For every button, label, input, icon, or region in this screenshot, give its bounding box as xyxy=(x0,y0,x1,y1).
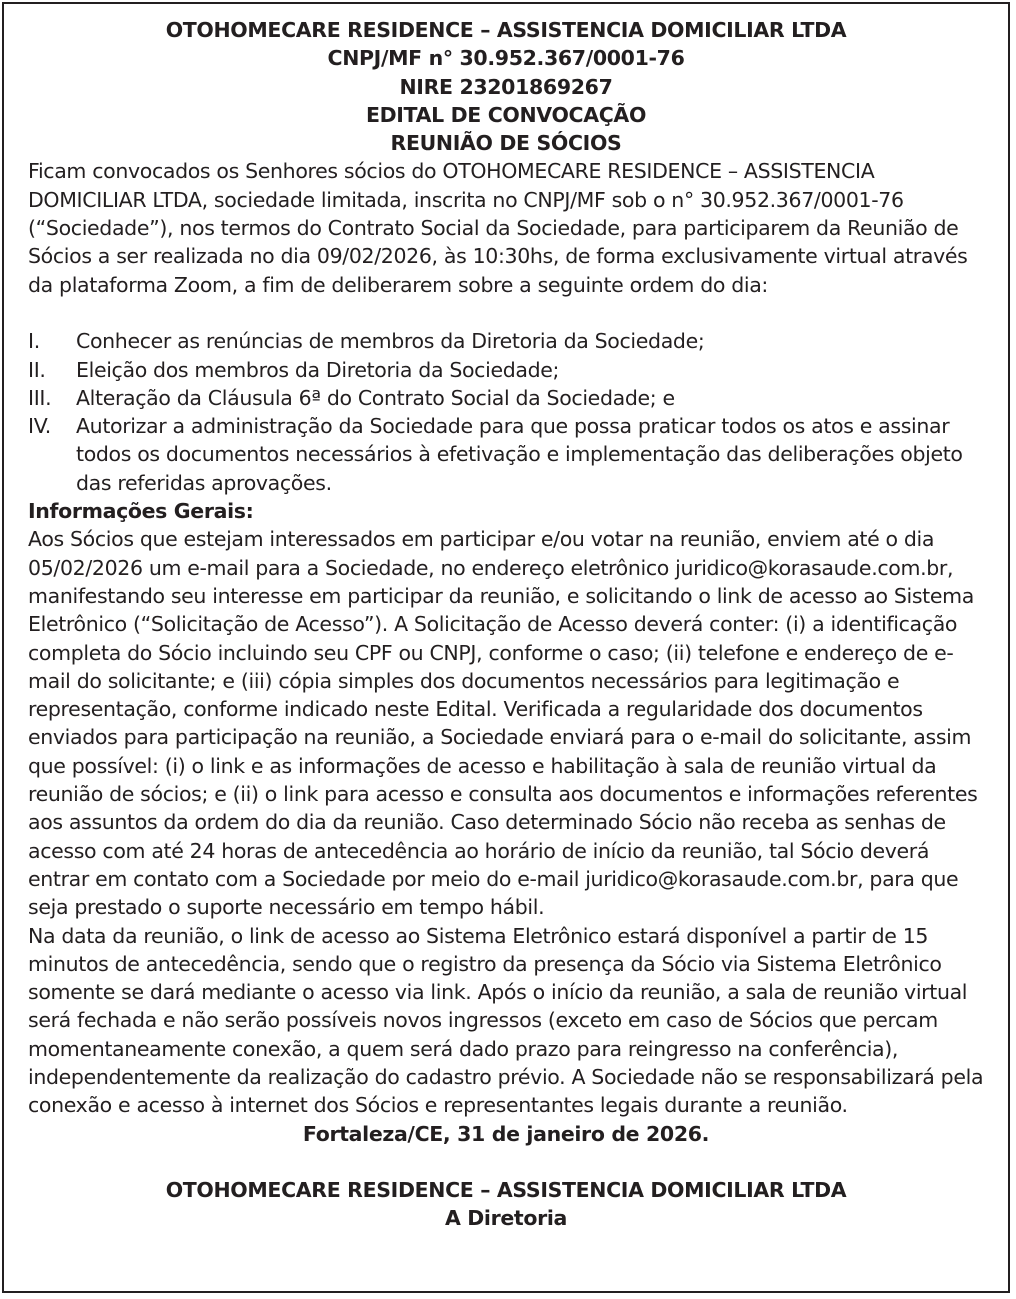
general-info-paragraph: Aos Sócios que estejam interessados em participar e/ou votar na reunião, enviem até o dia 05/02/2026 um e-mail para a Sociedade, no endereço eletrônico juridico@korasaude.com.br, manifestando seu interesse em participar da reunião, e solicitando o link de acesso ao Sistema Eletrônico (“Solicitação de Acesso”). A Solicitação de Acesso deverá conter: (i) a identificação completa do Sócio incluindo seu CPF ou CNPJ, conforme o caso; (ii) telefone e endereço de e-mail do solicitante; e (iii) cópia simples dos documentos necessários para legitimação e representação, conforme indicado neste Edital. Verificada a regularidade dos documentos enviados para participação na reunião, a Sociedade enviará para o e-mail do solicitante, assim que possível: (i) o link e as informações de acesso e habilitação à sala de reunião virtual da reunião de sócios; e (ii) o link para acesso e consulta aos documentos e informações referentes aos assuntos da ordem do dia da reunião. Caso determinado Sócio não receba as senhas de acesso com até 24 horas de antecedência ao horário de início da reunião, tal Sócio deverá entrar em contato com a Sociedade por meio do e-mail juridico@korasaude.com.br, para que seja prestado o suporte necessário em tempo hábil. xyxy=(28,527,978,920)
company-name: OTOHOMECARE RESIDENCE – ASSISTENCIA DOMICILIAR LTDA xyxy=(165,18,847,42)
general-info-paragraph: Na data da reunião, o link de acesso ao Sistema Eletrônico estará disponível a partir de 15 minutos de antecedência, sendo que o registro da presença da Sócio via Sistema Eletrônico somente se dará mediante o acesso via link. Após o início da reunião, a sala de reunião virtual será fechada e não serão possíveis novos ingressos (exceto em caso de Sócios que percam momentaneamente conexão, a quem será dado prazo para reingresso na conferência), independentemente da realização do cadastro prévio. A Sociedade não se responsabilizará pela conexão e acesso à internet dos Sócios e representantes legais durante a reunião. xyxy=(28,923,984,1118)
agenda-item-number: I. xyxy=(28,329,40,354)
agenda-item-text: Conhecer as renúncias de membros da Diretoria da Sociedade; xyxy=(76,329,705,354)
nire-line: NIRE 23201869267 xyxy=(399,74,613,99)
spacer xyxy=(28,1148,984,1176)
agenda-item-text: Eleição dos membros da Diretoria da Sociedade; xyxy=(76,357,560,382)
edital-title: EDITAL DE CONVOCAÇÃO xyxy=(365,102,647,127)
cnpj-line: CNPJ/MF n° 30.952.367/0001-76 xyxy=(327,46,685,71)
spacer xyxy=(28,299,984,327)
agenda-item-number: II. xyxy=(28,357,46,382)
agenda-item-number: IV. xyxy=(28,414,51,439)
convocation-notice xyxy=(2,2,1010,1293)
intro-paragraph: Ficam convocados os Senhores sócios do OTOHOMECARE RESIDENCE – ASSISTENCIA DOMICILIAR LTDA, sociedade limitada, inscrita no CNPJ/MF sob o n° 30.952.367/0001-76 (“Sociedade”), nos termos do Contrato Social da Sociedade, para participarem da Reunião de Sócios a ser realizada no dia 09/02/2026, às 10:30hs, de forma exclusivamente virtual através da plataforma Zoom, a fim de deliberarem sobre a seguinte ordem do dia: xyxy=(28,159,968,297)
agenda-item xyxy=(28,412,984,497)
meeting-title: REUNIÃO DE SÓCIOS xyxy=(390,131,622,156)
agenda-item-text: Autorizar a administração da Sociedade para que possa praticar todos os atos e assinar todos os documentos necessários à efetivação e implementação das deliberações objeto das referidas aprovações. xyxy=(76,414,963,495)
agenda-item xyxy=(28,327,984,355)
agenda-item-number: III. xyxy=(28,385,52,410)
agenda-item xyxy=(28,384,984,412)
agenda-item xyxy=(28,356,984,384)
agenda-list xyxy=(28,327,984,497)
signature-role: A Diretoria xyxy=(444,1206,568,1231)
signature-company: OTOHOMECARE RESIDENCE – ASSISTENCIA DOMICILIAR LTDA xyxy=(165,1178,847,1203)
dateline: Fortaleza/CE, 31 de janeiro de 2026. xyxy=(302,1121,710,1146)
general-info-heading: Informações Gerais: xyxy=(28,499,254,524)
agenda-item-text: Alteração da Cláusula 6ª do Contrato Social da Sociedade; e xyxy=(76,385,675,410)
